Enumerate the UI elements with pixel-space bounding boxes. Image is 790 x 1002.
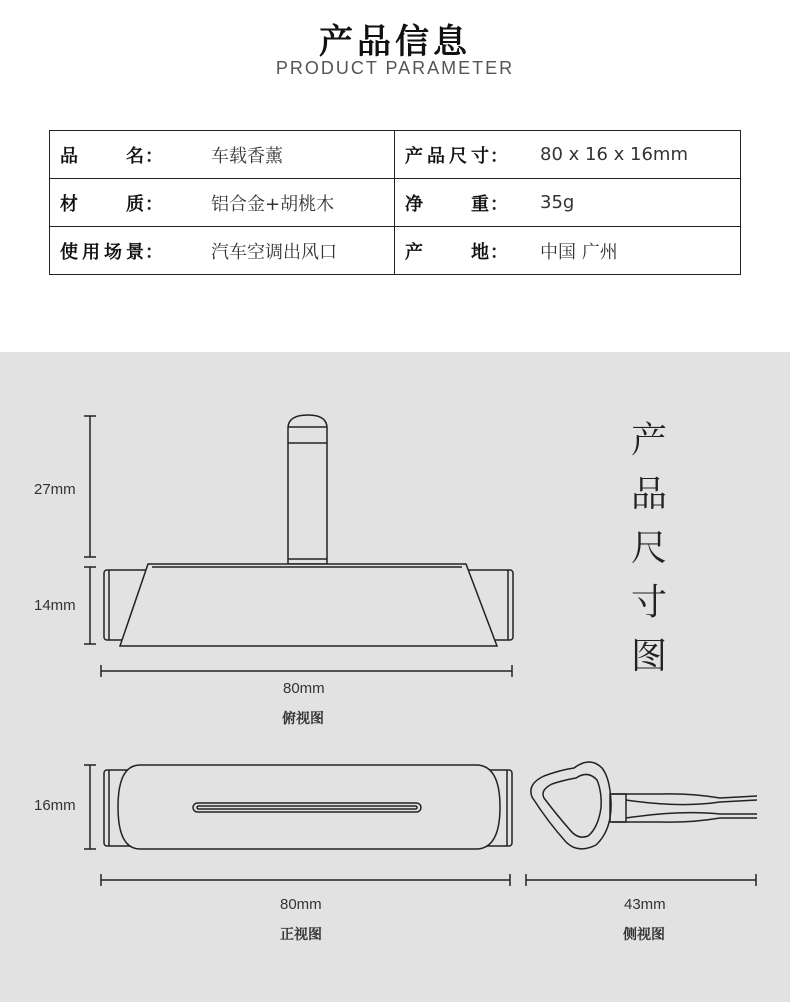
vertical-title-char: 产 — [630, 420, 667, 461]
dim-line-43 — [526, 874, 756, 886]
param-label: 使用场景 — [60, 241, 144, 263]
table-row — [50, 131, 741, 179]
param-value: 中国 广州 — [540, 241, 618, 263]
front-view-body — [104, 765, 512, 849]
param-value: 35g — [540, 192, 575, 213]
param-label: 净重 — [405, 193, 489, 215]
vertical-title-char: 品 — [630, 474, 667, 515]
dim-label-43: 43mm — [624, 896, 666, 913]
page-subtitle: PRODUCT PARAMETER — [275, 58, 515, 78]
product-info-header — [0, 0, 790, 352]
param-label: 品名 — [60, 145, 144, 167]
page-title: 产品信息 — [319, 22, 471, 62]
param-colon: ： — [145, 193, 163, 215]
vertical-title-char: 寸 — [630, 582, 667, 623]
top-view-clip — [288, 415, 327, 564]
dim-line-14 — [84, 567, 96, 644]
dim-line-27 — [84, 416, 96, 557]
dim-label-14: 14mm — [34, 597, 76, 614]
dim-label-80-top: 80mm — [283, 680, 325, 697]
param-label: 产品尺寸 — [405, 145, 489, 167]
param-colon: ： — [490, 193, 508, 215]
vertical-title-char: 尺 — [630, 528, 667, 569]
param-colon: ： — [145, 241, 163, 263]
dim-line-80-front — [101, 874, 510, 886]
param-value: 汽车空调出风口 — [211, 241, 337, 263]
front-view-label: 正视图 — [280, 927, 322, 943]
dim-line-16 — [84, 765, 96, 849]
top-view-label: 俯视图 — [282, 711, 324, 727]
vertical-title-char: 图 — [630, 636, 667, 677]
param-colon: ： — [490, 145, 508, 167]
param-label: 材质 — [60, 193, 144, 215]
param-value: 80 x 16 x 16mm — [540, 144, 688, 165]
dim-label-16: 16mm — [34, 797, 76, 814]
param-value: 车载香薰 — [211, 145, 283, 167]
top-view-body — [104, 564, 513, 646]
side-view-body — [531, 762, 757, 849]
dim-line-80-top — [101, 665, 512, 677]
param-label: 产地 — [405, 241, 489, 263]
table-row — [50, 227, 741, 275]
dimension-diagram — [0, 352, 790, 1002]
param-colon: ： — [490, 241, 508, 263]
side-view-label: 侧视图 — [623, 927, 665, 943]
table-row — [50, 179, 741, 227]
vertical-title — [628, 414, 670, 684]
param-colon: ： — [145, 145, 163, 167]
product-drawings — [0, 352, 790, 1002]
dim-label-80-front: 80mm — [280, 896, 322, 913]
param-value: 铝合金+胡桃木 — [211, 193, 335, 215]
dim-label-27: 27mm — [34, 481, 76, 498]
parameter-table — [49, 130, 741, 275]
